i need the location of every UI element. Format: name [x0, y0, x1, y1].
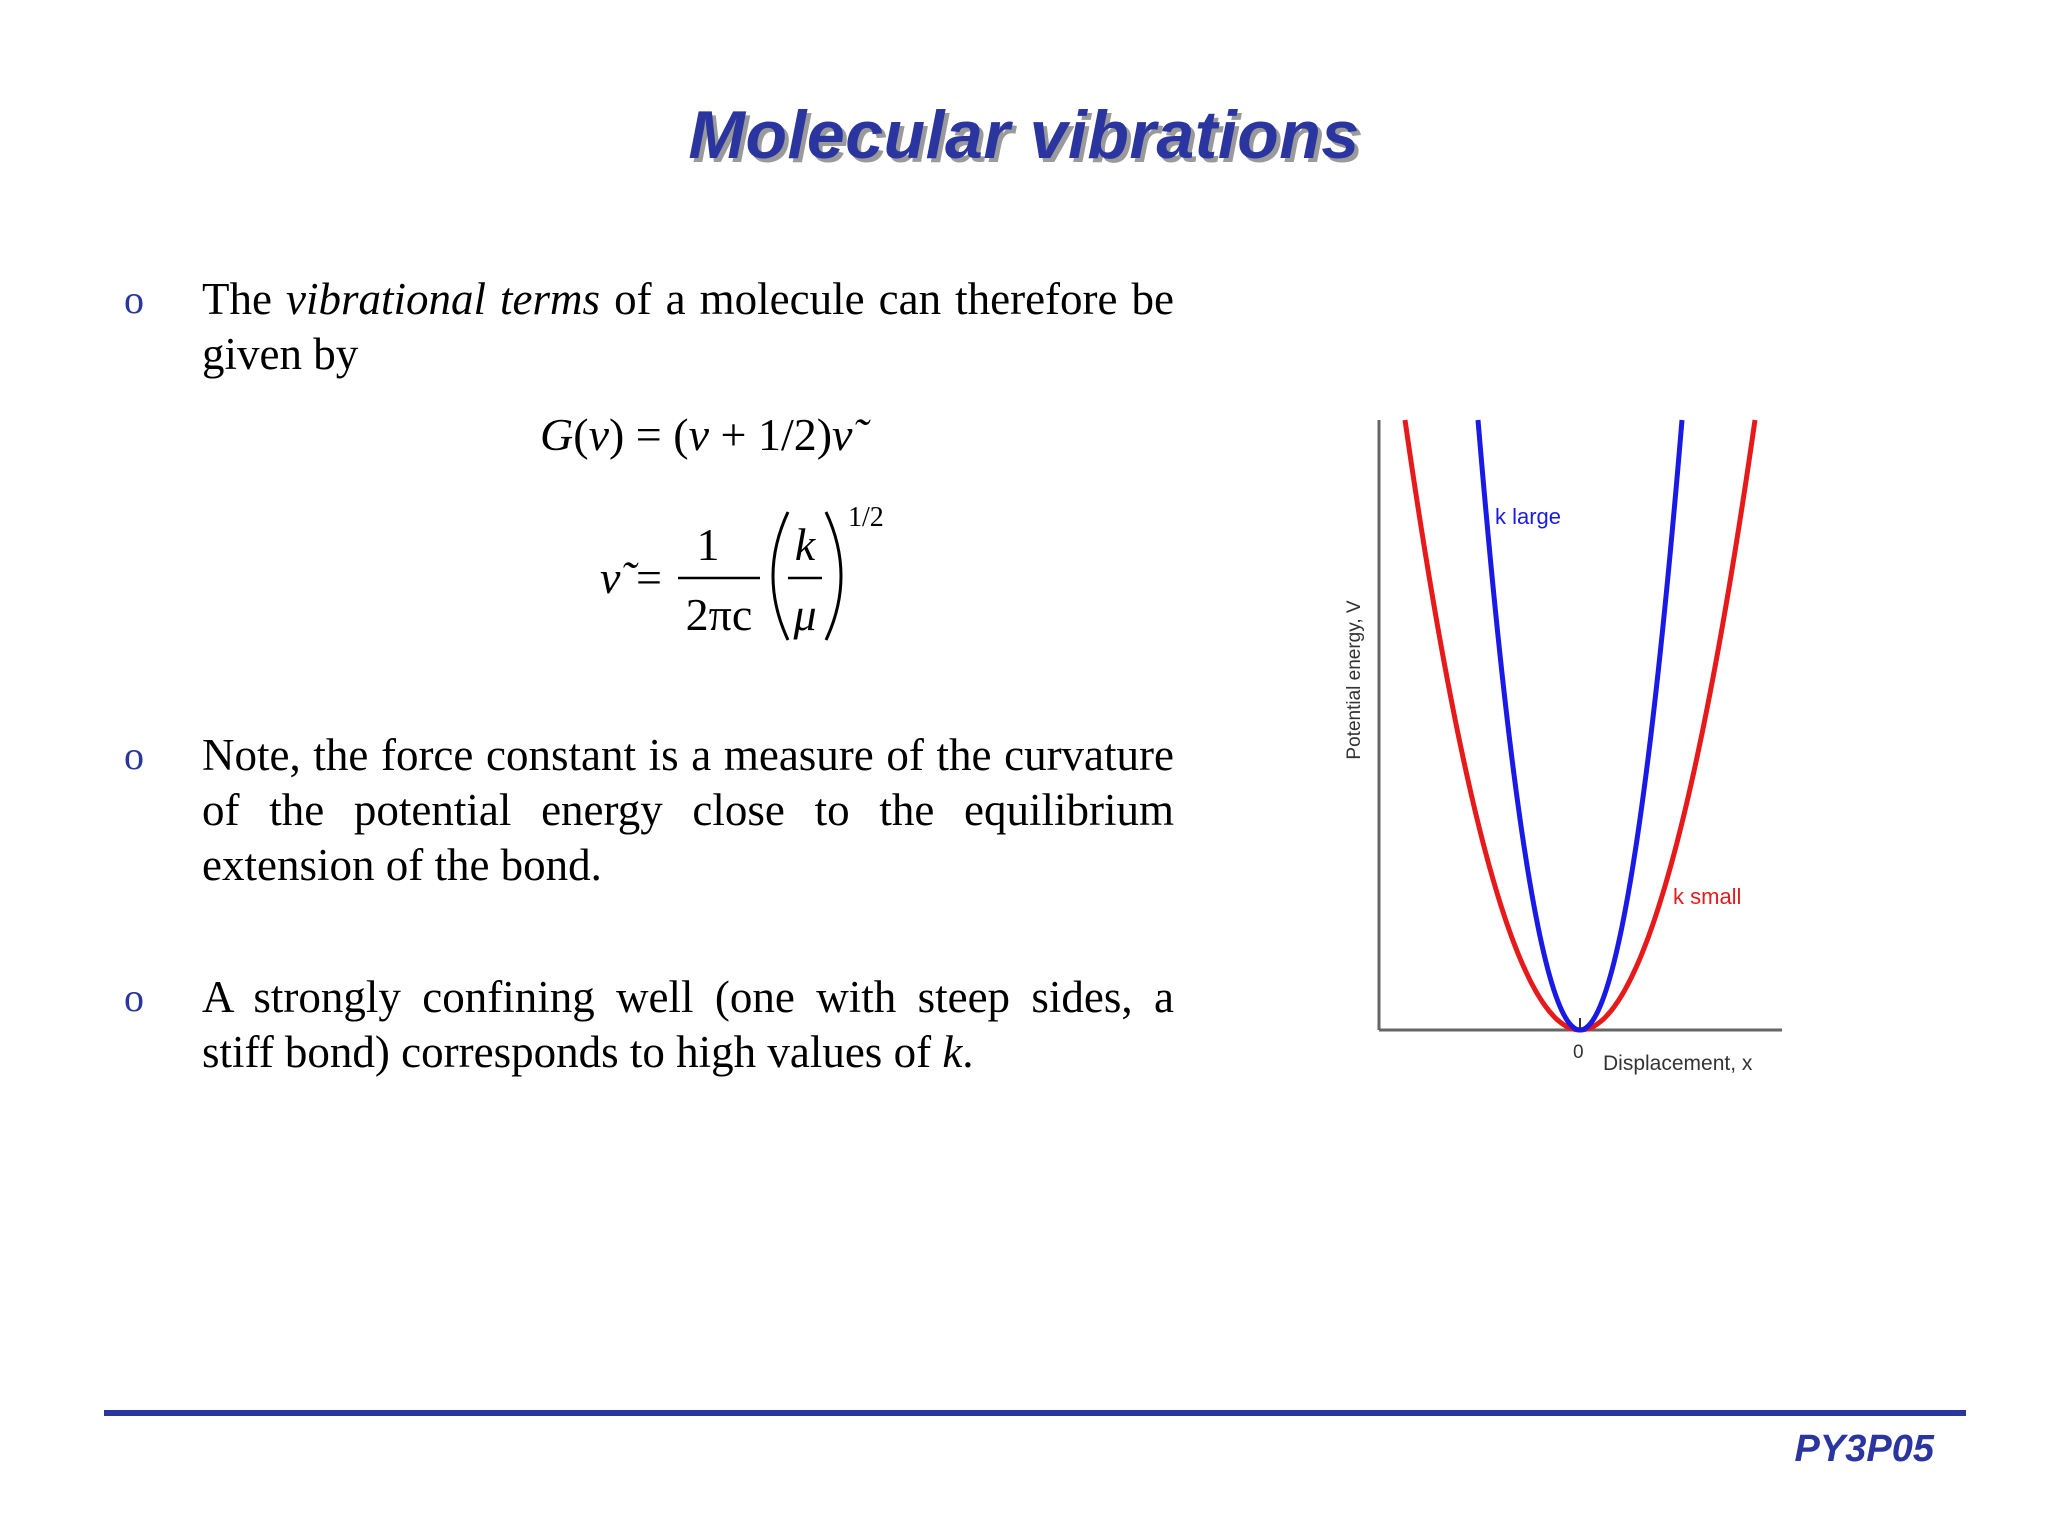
y-axis-label: Potential energy, V — [1344, 600, 1365, 760]
bullet-marker: o — [124, 277, 144, 322]
label-k-small: k small — [1673, 884, 1742, 909]
bullet-confining-well — [124, 970, 1174, 1080]
eq2-right-paren — [826, 512, 841, 640]
label-k-large: k large — [1495, 504, 1562, 529]
footer-rule — [104, 1410, 1966, 1416]
eq2-lhs: ν̃ — [600, 552, 621, 603]
bullet-marker: o — [124, 975, 144, 1020]
bullet-text: A strongly confining well (one with steep sides, a stiff bond) corresponds to high values of k. — [202, 972, 1174, 1077]
equation-wavenumber — [600, 490, 920, 665]
eq2-numerator: 1 — [696, 519, 720, 570]
slide-title: Molecular vibrations — [688, 97, 1360, 173]
eq2-left-paren — [773, 512, 788, 640]
potential-energy-figure — [1330, 410, 1810, 1090]
eq2-inner-numerator: k — [794, 519, 816, 570]
bullet-force-constant — [124, 728, 1174, 893]
eq2-exponent: 1/2 — [848, 502, 884, 533]
bullet-text: The vibrational terms of a molecule can therefore be given by — [202, 274, 1175, 379]
emphasis-vibrational-terms: vibrational terms — [286, 274, 601, 324]
bullet-text: Note, the force constant is a measure of the curvature of the potential energy close to the equilibrium extension of the bond. — [202, 730, 1174, 890]
eq2-denominator: 2πc — [685, 589, 753, 640]
footer-course-code: PY3P05 — [1794, 1428, 1934, 1470]
bullet-vibrational-terms — [124, 272, 1174, 382]
eq2-inner-denominator: μ — [793, 589, 817, 640]
emphasis-k: k — [942, 1027, 963, 1077]
bullet-marker: o — [124, 733, 144, 778]
eq2-equals: = — [636, 552, 662, 603]
origin-label: 0 — [1573, 1042, 1584, 1063]
equation-vibrational-terms: G(v) = (v + 1/2)ν̃ — [540, 409, 853, 460]
curve-k-small — [1405, 420, 1755, 1030]
x-axis-label: Displacement, x — [1603, 1052, 1753, 1075]
